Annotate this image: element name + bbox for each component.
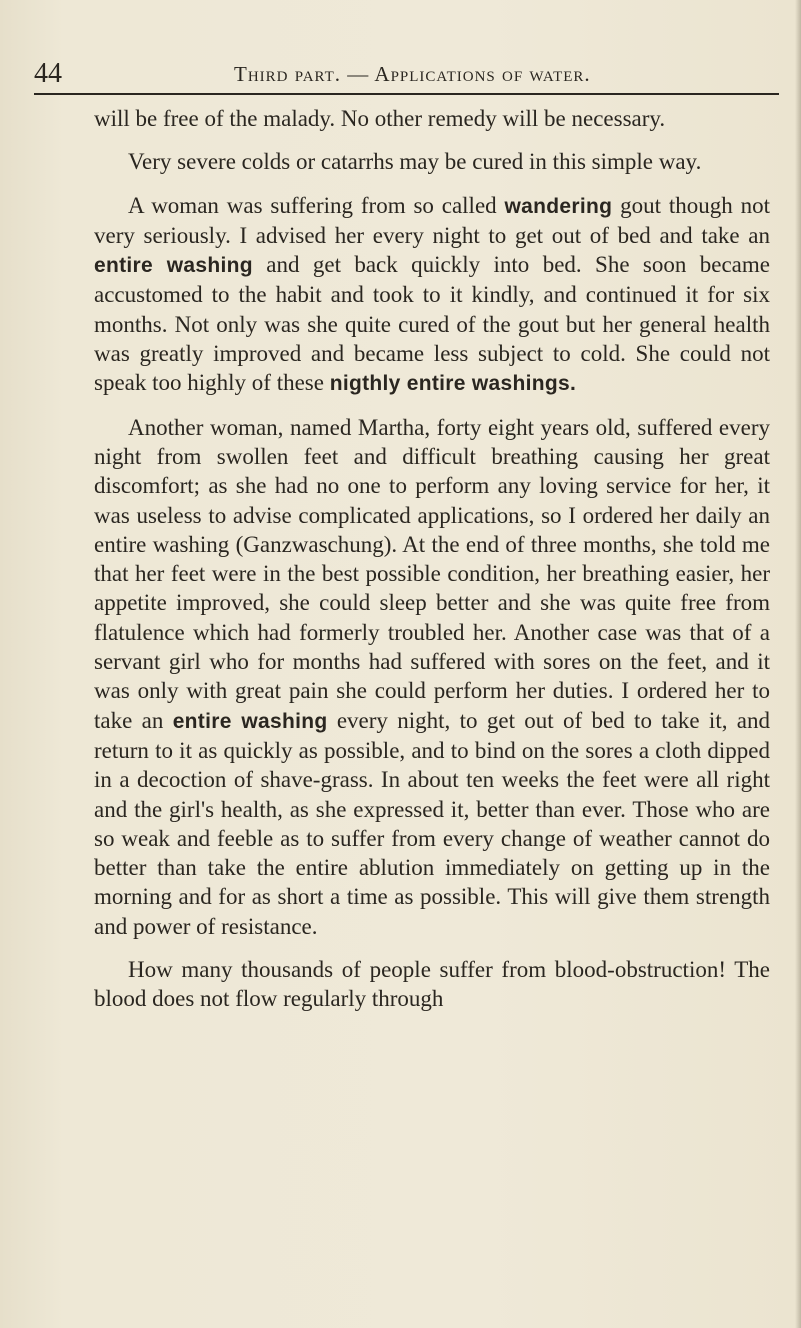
body-text xyxy=(94,104,770,1014)
text-segment: A woman was suffering from so called xyxy=(128,192,505,218)
text-segment: Another woman, named Martha, forty eight years old, suffered every night from swollen feet and difficult breathing causing her great discomfort; as she had no one to perform any loving service for her, it was useless to advise complicated applications, so I ordered her daily an entire washing (Ganzwaschung). At the end of three months, she told me that her feet were in the best possible condition, her breathing easier, her appetite improved, she could sleep better and she was quite free from flatulence which had formerly troubled her. Another case was that of a servant girl who for months had suffered with sores on the feet, and it was only with great pain she could perform her duties. I ordered her to take an xyxy=(94,414,770,733)
page-spine-shadow xyxy=(795,0,801,1328)
running-head xyxy=(34,58,779,90)
paragraph-1 xyxy=(94,104,770,133)
text-segment: every night, to get out of bed to take it, and return to it as quickly as possible, and to bind on the sores a cloth dipped in a decoction of shave-grass. In about ten weeks the feet were all right and the girl's health, as she expressed it, better than ever. Those who are so weak and feeble as to suffer from every change of weather cannot do better than take the entire ablution immediately on getting up in the morning and for as short a time as possible. This will give them strength and power of resistance. xyxy=(94,707,770,939)
paragraph-2 xyxy=(94,147,770,176)
emphasis-text: nigthly entire washings. xyxy=(329,372,577,396)
text-segment: and get back quickly into bed. She soon became accustomed to the habit and took to it kindly, and continued it for six months. Not only was she quite cured of the gout but her general health was greatly improved and became less subject to cold. She could not speak too highly of these xyxy=(94,252,770,396)
emphasis-text: wandering xyxy=(504,194,613,218)
text-segment: How many thousands of people suffer from blood-obstruction! The blood does not flow regularly through xyxy=(94,957,770,1012)
emphasis-text: entire washing xyxy=(94,254,253,278)
text-segment: gout though not very seriously. I advised her every night to get out of bed and take an xyxy=(94,192,771,248)
paragraph-4 xyxy=(94,413,770,941)
paragraph-3 xyxy=(94,191,770,399)
paragraph-5 xyxy=(94,955,770,1014)
text-segment: Very severe colds or catarrhs may be cured in this simple way. xyxy=(128,149,702,175)
page-number: 44 xyxy=(34,58,62,89)
text-segment: will be free of the malady. No other remedy will be necessary. xyxy=(94,106,666,131)
running-title: Third part. — Applications of water. xyxy=(234,62,591,86)
emphasis-text: entire washing xyxy=(172,709,328,733)
header-rule xyxy=(34,93,779,95)
